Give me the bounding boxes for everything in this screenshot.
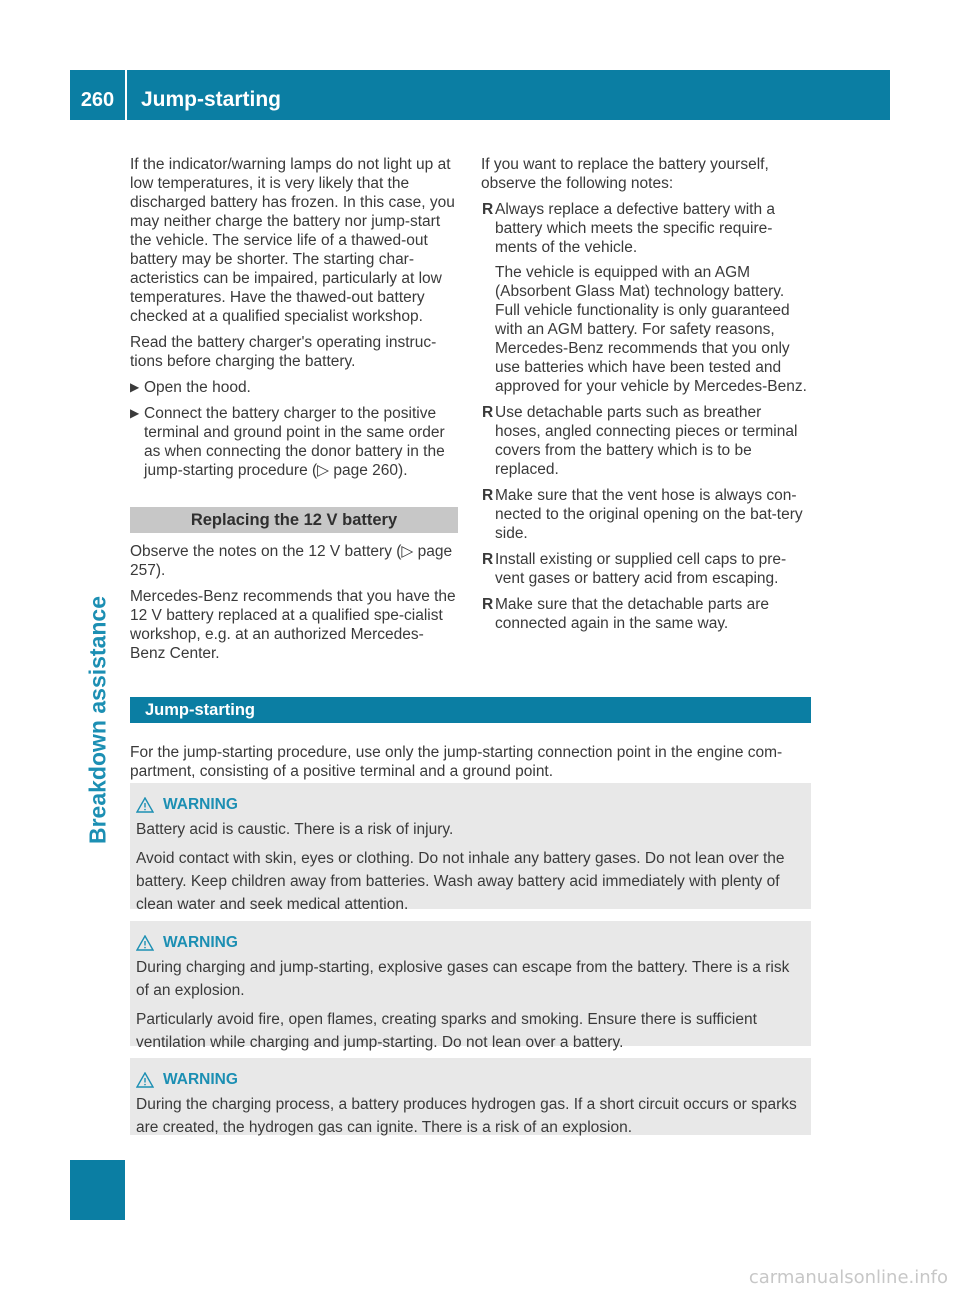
warning-box (130, 921, 811, 1051)
bullet-item (481, 403, 811, 479)
warning-box (130, 1058, 811, 1135)
r-bullet-icon: R (482, 596, 494, 613)
paragraph-replacement-recommendation: Mercedes-Benz recommends that you have the 12 V battery replaced at a qualified spe-cialist workshop, e.g. at an authorized Mercedes-Benz Center. (130, 588, 456, 662)
paragraph-charger-instructions: Read the battery charger's operating instruc-tions before charging the battery. (130, 334, 437, 370)
page-number: 260 (80, 89, 115, 111)
paragraph-replace-yourself: If you want to replace the battery yourself, observe the following notes: (481, 156, 769, 192)
warning-label: WARNING (163, 796, 238, 813)
paragraph-frozen-battery: If the indicator/warning lamps do not light up at low temperatures, it is very likely that the discharged battery has frozen. In this case, you may neither charge the battery nor jump-start the vehicle. The service life of a thawed-out battery may be shorter. The starting char-acteristics can be impaired, particularly at low temperatures. Have the thawed-out battery checked at a qualified specialist workshop. (130, 156, 455, 325)
triangle-right-icon: ▶ (130, 380, 140, 394)
warning-triangle-icon (136, 1072, 154, 1088)
r-bullet-icon: R (482, 487, 494, 504)
chapter-tab-marker (70, 1160, 125, 1220)
paragraph-observe-notes: Observe the notes on the 12 V battery (▷ page 257). (130, 543, 453, 579)
bullet-item (481, 486, 811, 543)
section-heading-jump-starting: Jump-starting (130, 697, 811, 723)
step-text: Open the hood. (144, 379, 251, 396)
warning-label: WARNING (163, 1071, 238, 1088)
bullet-text: Make sure that the vent hose is always con-nected to the original opening on the bat-tery side. (495, 487, 803, 542)
warning-header (136, 931, 803, 954)
warning-text: During the charging process, a battery produces hydrogen gas. If a short circuit occurs or sparks are created, the hydrogen gas can ignite. There is a risk of an explosion. (136, 1096, 797, 1136)
chapter-side-label: Breakdown assistance (84, 595, 111, 845)
step-item (130, 404, 458, 480)
warning-text: Particularly avoid fire, open flames, creating sparks and smoking. Ensure there is sufficient ventilation while charging and jump-starting. Do not lean over a battery. (136, 1011, 757, 1051)
bullet-text: Always replace a defective battery with a battery which meets the specific require-ments of the vehicle. (495, 201, 775, 256)
r-bullet-icon: R (482, 551, 494, 568)
bullet-subtext: The vehicle is equipped with an AGM (Absorbent Glass Mat) technology battery. Full vehicle functionality is only guaranteed with an AGM battery. For safety reasons, Mercedes-Benz recommends that you only use batteries which have been tested and approved for your vehicle by Mercedes-Benz. (495, 264, 807, 395)
right-column (481, 155, 811, 640)
warning-label: WARNING (163, 934, 238, 951)
step-text: Connect the battery charger to the positive terminal and ground point in the same order as when connecting the donor battery in the jump-starting procedure (▷ page 260). (144, 405, 445, 479)
warning-header (136, 793, 803, 816)
warning-text: Avoid contact with skin, eyes or clothing. Do not inhale any battery gases. Do not lean over the battery. Keep children away from batteries. Wash away battery acid immediately with plenty of clean water and seek medical attention. (136, 850, 785, 913)
r-bullet-icon: R (482, 404, 494, 421)
r-bullet-icon: R (482, 201, 494, 218)
bullet-text: Use detachable parts such as breather hoses, angled connecting pieces or terminal covers from the battery which is to be replaced. (495, 404, 798, 478)
left-column (130, 155, 458, 487)
triangle-right-icon: ▶ (130, 406, 140, 420)
paragraph-jump-intro: For the jump-starting procedure, use only the jump-starting connection point in the engine com-partment, consisting of a positive terminal and a ground point. (130, 744, 783, 780)
bullet-item (481, 200, 811, 396)
warning-header (136, 1068, 803, 1091)
replace-section-body (130, 542, 458, 670)
warning-text: Battery acid is caustic. There is a risk of injury. (136, 821, 454, 838)
step-item (130, 378, 458, 397)
watermark: carmanualsonline.info (748, 1267, 948, 1288)
warning-text: During charging and jump-starting, explosive gases can escape from the battery. There is a risk of an explosion. (136, 959, 790, 999)
page-header (70, 70, 890, 120)
bullet-text: Make sure that the detachable parts are connected again in the same way. (495, 596, 769, 632)
warning-triangle-icon (136, 797, 154, 813)
warning-triangle-icon (136, 935, 154, 951)
bullet-text: Install existing or supplied cell caps to pre-vent gases or battery acid from escaping. (495, 551, 787, 587)
bullet-item (481, 550, 811, 588)
warning-box (130, 783, 811, 913)
bullet-item (481, 595, 811, 633)
page-title: Jump-starting (141, 88, 282, 111)
section-heading-replacing-battery: Replacing the 12 V battery (130, 507, 458, 533)
